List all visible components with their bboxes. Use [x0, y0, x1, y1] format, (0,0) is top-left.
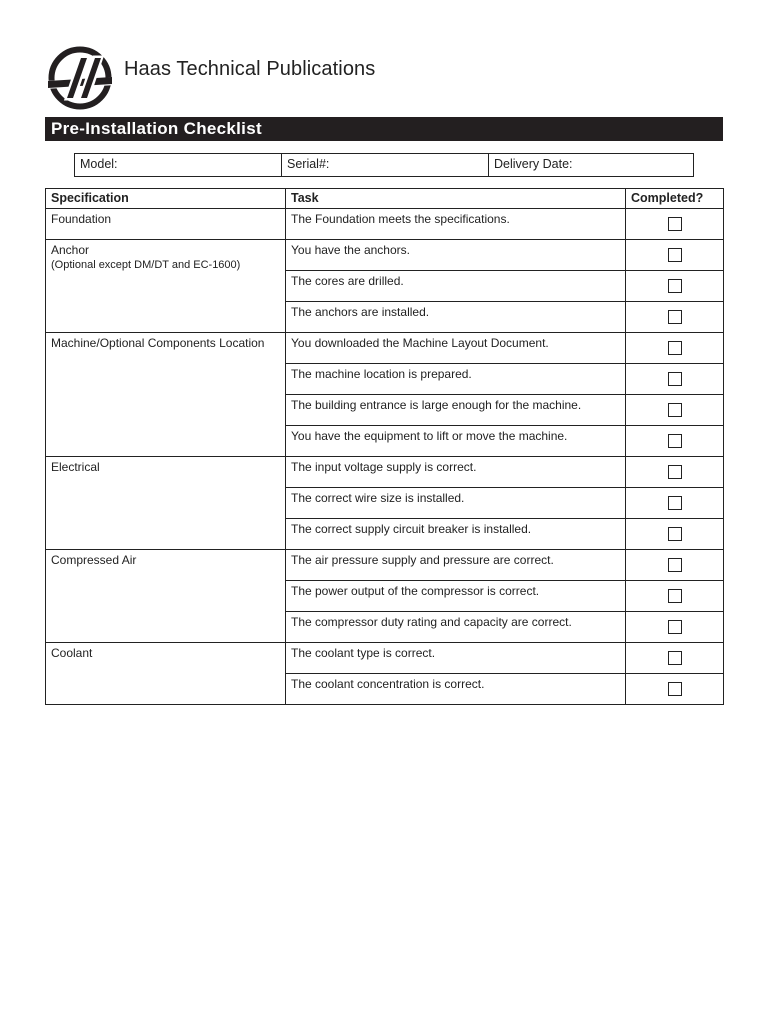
- completed-cell: [626, 209, 724, 240]
- completed-checkbox[interactable]: [668, 372, 682, 386]
- completed-cell: [626, 302, 724, 333]
- completed-cell: [626, 550, 724, 581]
- completed-cell: [626, 643, 724, 674]
- task-cell: You have the anchors.: [286, 240, 626, 271]
- spec-label: Electrical: [51, 460, 100, 474]
- completed-cell: [626, 364, 724, 395]
- task-cell: The building entrance is large enough for the machine.: [286, 395, 626, 426]
- completed-checkbox[interactable]: [668, 403, 682, 417]
- completed-checkbox[interactable]: [668, 465, 682, 479]
- completed-checkbox[interactable]: [668, 527, 682, 541]
- page-title: Pre-Installation Checklist: [45, 117, 723, 141]
- completed-cell: [626, 488, 724, 519]
- task-cell: The input voltage supply is correct.: [286, 457, 626, 488]
- publisher-title: Haas Technical Publications: [124, 58, 376, 80]
- spec-cell-electrical: [46, 457, 286, 550]
- spec-label: Machine/Optional Components Location: [51, 336, 265, 350]
- table-row: [46, 643, 724, 674]
- model-field[interactable]: Model:: [75, 154, 282, 176]
- completed-cell: [626, 674, 724, 705]
- completed-cell: [626, 612, 724, 643]
- checklist-table: [45, 188, 724, 705]
- completed-checkbox[interactable]: [668, 620, 682, 634]
- spec-cell-anchor: [46, 240, 286, 333]
- page-header: [46, 46, 646, 110]
- completed-cell: [626, 519, 724, 550]
- task-cell: The anchors are installed.: [286, 302, 626, 333]
- task-cell: The cores are drilled.: [286, 271, 626, 302]
- completed-checkbox[interactable]: [668, 434, 682, 448]
- completed-cell: [626, 240, 724, 271]
- completed-checkbox[interactable]: [668, 217, 682, 231]
- spec-label: Compressed Air: [51, 553, 137, 567]
- completed-cell: [626, 457, 724, 488]
- table-row: [46, 240, 724, 271]
- completed-checkbox[interactable]: [668, 310, 682, 324]
- serial-field[interactable]: Serial#:: [282, 154, 489, 176]
- completed-cell: [626, 581, 724, 612]
- task-cell: The power output of the compressor is correct.: [286, 581, 626, 612]
- completed-checkbox[interactable]: [668, 341, 682, 355]
- spec-cell-foundation: [46, 209, 286, 240]
- completed-cell: [626, 271, 724, 302]
- spec-note: (Optional except DM/DT and EC-1600): [51, 259, 241, 271]
- task-cell: You downloaded the Machine Layout Document.: [286, 333, 626, 364]
- completed-checkbox[interactable]: [668, 279, 682, 293]
- completed-checkbox[interactable]: [668, 651, 682, 665]
- column-header-completed: Completed?: [626, 189, 724, 209]
- completed-checkbox[interactable]: [668, 558, 682, 572]
- spec-cell-coolant: [46, 643, 286, 705]
- completed-cell: [626, 333, 724, 364]
- completed-checkbox[interactable]: [668, 496, 682, 510]
- info-fields-row: [74, 153, 694, 177]
- spec-cell-machine-location: [46, 333, 286, 457]
- task-cell: You have the equipment to lift or move the machine.: [286, 426, 626, 457]
- completed-checkbox[interactable]: [668, 248, 682, 262]
- completed-cell: [626, 426, 724, 457]
- task-cell: The coolant type is correct.: [286, 643, 626, 674]
- task-cell: The coolant concentration is correct.: [286, 674, 626, 705]
- table-header-row: [46, 189, 724, 209]
- table-row: [46, 333, 724, 364]
- delivery-date-field[interactable]: Delivery Date:: [494, 157, 573, 171]
- table-row: [46, 457, 724, 488]
- spec-label: Anchor: [51, 243, 90, 257]
- task-cell: The Foundation meets the specifications.: [286, 209, 626, 240]
- completed-checkbox[interactable]: [668, 682, 682, 696]
- spec-cell-compressed-air: [46, 550, 286, 643]
- haas-h-logo-icon: [46, 46, 114, 110]
- spec-label: Coolant: [51, 646, 93, 660]
- table-row: [46, 550, 724, 581]
- column-header-task: Task: [286, 189, 626, 209]
- completed-checkbox[interactable]: [668, 589, 682, 603]
- completed-cell: [626, 395, 724, 426]
- task-cell: The air pressure supply and pressure are correct.: [286, 550, 626, 581]
- column-header-specification: Specification: [46, 189, 286, 209]
- table-row: [46, 209, 724, 240]
- spec-label: Foundation: [51, 212, 112, 226]
- task-cell: The compressor duty rating and capacity are correct.: [286, 612, 626, 643]
- task-cell: The correct supply circuit breaker is installed.: [286, 519, 626, 550]
- task-cell: The machine location is prepared.: [286, 364, 626, 395]
- task-cell: The correct wire size is installed.: [286, 488, 626, 519]
